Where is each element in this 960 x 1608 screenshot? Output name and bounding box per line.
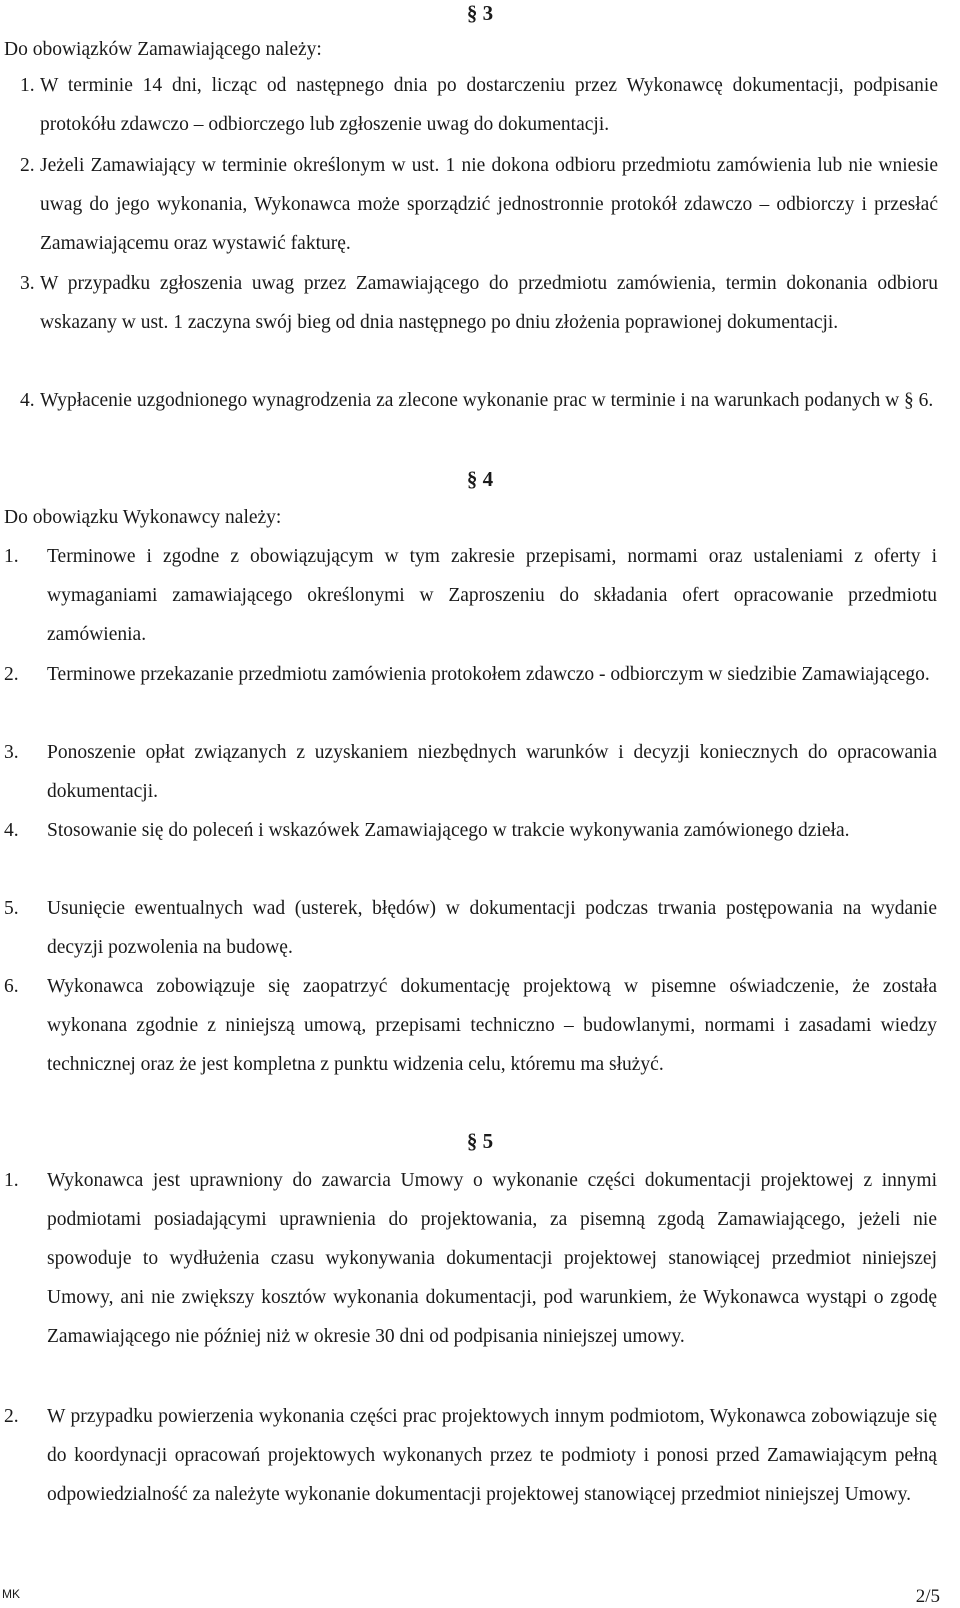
item-number: 3. — [4, 742, 19, 763]
item-text: W przypadku zgłoszenia uwag przez Zamawiającego do przedmiotu zamówienia, termin dokonania odbioru wskazany w ust. 1 zaczyna swój bieg od dnia następnego po dniu złożenia poprawionej dokumentacji. — [40, 273, 938, 333]
item-number: 2. — [4, 1406, 19, 1427]
item-text: Wykonawca zobowiązuje się zaopatrzyć dokumentację projektową w pisemne oświadczenie, że została wykonana zgodnie z niniejszą umową, przepisami techniczno – budowlanymi, normami i zasadami wiedzy technicznej oraz że jest kompletna z punktu widzenia celu, któremu ma służyć. — [47, 976, 937, 1075]
list-item — [4, 1397, 937, 1514]
item-number: 2. — [4, 664, 19, 685]
footer-initials: MK — [2, 1587, 20, 1601]
section-title: § 5 — [466, 1129, 494, 1153]
list-item — [4, 655, 937, 694]
list-item — [20, 264, 938, 342]
item-text: Wykonawca jest uprawniony do zawarcia Umowy o wykonanie części dokumentacji projektowej z innymi podmiotami posiadającymi uprawnienia do projektowania, za pisemną zgodą Zamawiającego, jeżeli nie spowoduje to wydłużenia czasu wykonywania dokumentacji projektowej stanowiącej przedmiot niniejszej Umowy, ani nie zwiększy kosztów wykonania dokumentacji, pod warunkiem, że Wykonawca wystąpi o zgodę Zamawiającego nie później niż w okresie 30 dni od podpisania niniejszej umowy. — [47, 1170, 937, 1347]
page-number: 2/5 — [915, 1586, 940, 1607]
item-number: 4. — [20, 390, 35, 411]
item-number: 1. — [4, 546, 19, 567]
section-intro: Do obowiązku Wykonawcy należy: — [4, 507, 282, 528]
item-text: Stosowanie się do poleceń i wskazówek Zamawiającego w trakcie wykonywania zamówionego dzieła. — [47, 820, 850, 841]
list-item — [4, 811, 937, 850]
item-text: Terminowe przekazanie przedmiotu zamówienia protokołem zdawczo - odbiorczym w siedzibie Zamawiającego. — [47, 664, 930, 685]
item-number: 5. — [4, 898, 19, 919]
section-intro: Do obowiązków Zamawiającego należy: — [4, 39, 322, 60]
item-number: 6. — [4, 976, 19, 997]
item-text: Terminowe i zgodne z obowiązującym w tym zakresie przepisami, normami oraz ustaleniami z oferty i wymaganiami zamawiającego określonymi w Zaproszeniu do składania ofert opracowanie przedmiotu zamówienia. — [47, 546, 937, 645]
section-title: § 3 — [466, 1, 494, 25]
list-item — [4, 967, 937, 1084]
item-text: Ponoszenie opłat związanych z uzyskaniem niezbędnych warunków i decyzji koniecznych do opracowania dokumentacji. — [47, 742, 937, 802]
item-number: 1. — [4, 1170, 19, 1191]
section-title: § 4 — [466, 467, 494, 491]
list-item — [4, 889, 937, 967]
item-number: 4. — [4, 820, 19, 841]
list-item — [20, 66, 938, 144]
item-number: 3. — [20, 273, 35, 294]
list-item — [20, 381, 938, 420]
item-text: W przypadku powierzenia wykonania części prac projektowych innym podmiotom, Wykonawca zobowiązuje się do koordynacji opracowań projektowych wykonanych przez te podmioty i ponosi przed Zamawiającym pełną odpowiedzialność za należyte wykonanie dokumentacji projektowej stanowiącej przedmiot niniejszej Umowy. — [47, 1406, 937, 1505]
item-text: Usunięcie ewentualnych wad (usterek, błędów) w dokumentacji podczas trwania postępowania na wydanie decyzji pozwolenia na budowę. — [47, 898, 937, 958]
item-text: W terminie 14 dni, licząc od następnego dnia po dostarczeniu przez Wykonawcę dokumentacji, podpisanie protokółu zdawczo – odbiorczego lub zgłoszenie uwag do dokumentacji. — [40, 75, 938, 135]
item-text: Jeżeli Zamawiający w terminie określonym w ust. 1 nie dokona odbioru przedmiotu zamówienia lub nie wniesie uwag do jego wykonania, Wykonawca może sporządzić jednostronnie protokół zdawczo – odbiorczy i przesłać Zamawiającemu oraz wystawić fakturę. — [40, 155, 938, 254]
item-number: 2. — [20, 155, 35, 176]
list-item — [20, 146, 938, 263]
item-text: Wypłacenie uzgodnionego wynagrodzenia za zlecone wykonanie prac w terminie i na warunkach podanych w § 6. — [40, 390, 934, 411]
list-item — [4, 1161, 937, 1356]
list-item — [4, 537, 937, 654]
list-item — [4, 733, 937, 811]
item-number: 1. — [20, 75, 35, 96]
